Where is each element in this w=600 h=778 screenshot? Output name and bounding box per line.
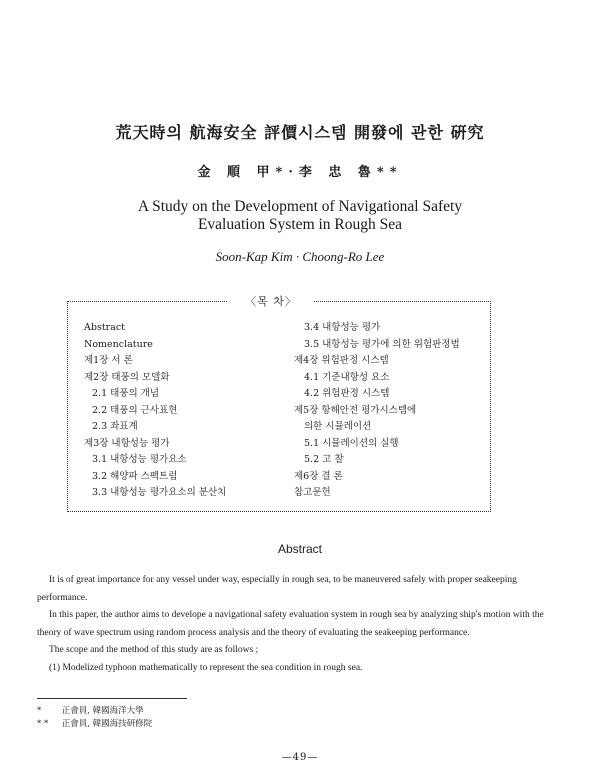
toc-item: 제5장 항해안전 평가시스템에 <box>294 404 417 416</box>
footnote-text: 正會員, 韓國海洋大學 <box>61 706 144 716</box>
footnotes <box>37 705 152 731</box>
toc-item: Abstract <box>84 322 125 333</box>
page-number: —49— <box>281 752 319 763</box>
authors-english: Soon-Kap Kim · Choong-Ro Lee <box>215 249 385 264</box>
authors-korean: 金 順 甲*·李 忠 魯** <box>197 165 403 180</box>
abstract-body <box>37 572 562 677</box>
toc-item: 제1장 서 론 <box>84 355 133 366</box>
footnote-mark: * * <box>37 719 49 729</box>
toc-item: 제4장 위험판정 시스템 <box>294 355 389 366</box>
paper-title-korean: 荒天時의 航海安全 評價시스템 開發에 관한 硏究 <box>115 123 485 142</box>
footnote <box>37 705 152 718</box>
toc-item: 참고문헌 <box>294 487 331 498</box>
toc-heading: 〈목 차〉 <box>228 293 314 309</box>
toc-item: 3.2 해양파 스펙트럼 <box>92 470 178 482</box>
toc-item: 5.1 시뮬레이션의 실행 <box>304 437 399 449</box>
toc-item: Nomenclature <box>84 338 153 350</box>
abstract-paragraph: It is of great importance for any vessel under way, especially in rough sea, to be maneuvered safely with proper seakeeping performance. <box>37 575 517 603</box>
toc-left-column <box>84 320 284 502</box>
toc-item: 제6장 결 론 <box>294 470 343 482</box>
toc-item: 3.1 내항성능 평가요소 <box>92 454 187 465</box>
footnote <box>37 718 152 731</box>
footnote-divider <box>37 698 187 699</box>
toc-item: 제3장 내항성능 평가 <box>84 437 170 449</box>
abstract-paragraph: The scope and the method of this study are as follows ; <box>49 645 259 655</box>
toc-item: 3.3 내항성능 평가요소의 분산치 <box>92 487 227 498</box>
abstract-paragraph: (1) Modelized typhoon mathematically to represent the sea condition in rough sea. <box>49 662 363 673</box>
toc-item: 5.2 고 찰 <box>304 454 344 465</box>
toc-item: 의한 시뮬레이션 <box>304 421 372 432</box>
footnote-text: 正會員, 韓國海技研修院 <box>61 719 153 729</box>
footnote-mark: * <box>37 706 42 716</box>
paper-title-english-line2: Evaluation System in Rough Sea <box>197 216 403 233</box>
toc-item: 4.1 기준내항성 요소 <box>304 371 390 383</box>
toc-right-column <box>294 320 494 502</box>
toc-item: 2.1 태풍의 개념 <box>92 388 160 399</box>
toc-item: 2.3 좌표계 <box>92 421 138 432</box>
toc-item: 3.4 내항성능 평가 <box>304 322 381 333</box>
toc-item: 2.2 태풍의 근사표현 <box>92 404 178 416</box>
abstract-paragraph: In this paper, the author aims to develope a navigational safety evaluation system in rough sea by analyzing ship's motion with the theory of wave spectrum using random process analysis and the theory of evaluating the seakeeping performance. <box>37 610 544 638</box>
toc-item: 3.5 내항성능 평가에 의한 위험판정법 <box>304 338 460 350</box>
abstract-heading: Abstract <box>277 542 322 556</box>
toc-item: 4.2 위험판정 시스템 <box>304 388 390 399</box>
paper-title-english-line1: A Study on the Development of Navigational Safety <box>137 198 463 215</box>
toc-item: 제2장 태풍의 모델화 <box>84 371 170 383</box>
